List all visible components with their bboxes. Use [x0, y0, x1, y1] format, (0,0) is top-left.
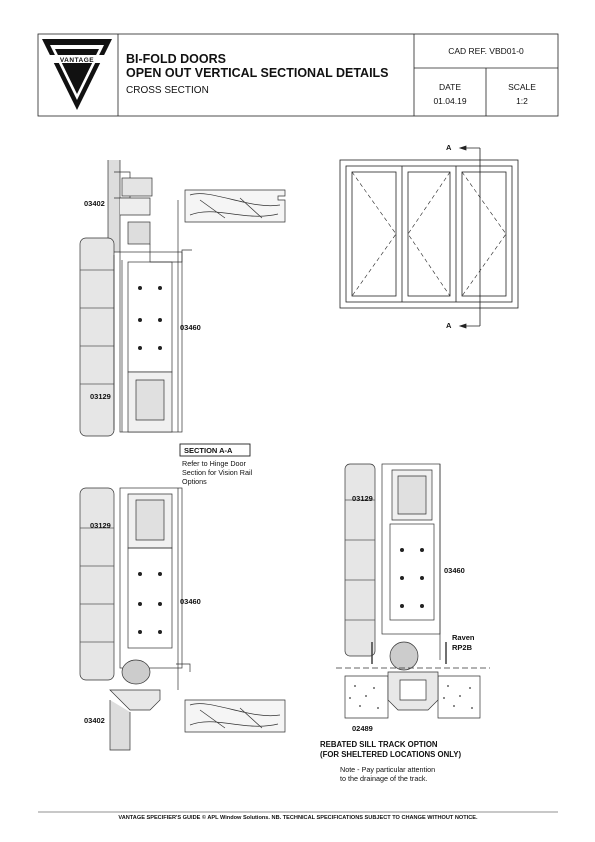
title-line2: OPEN OUT VERTICAL SECTIONAL DETAILS	[126, 66, 389, 80]
footer-text: VANTAGE SPECIFIER'S GUIDE © APL Window Solutions. NB. TECHNICAL SPECIFICATIONS SUBJECT TO CHANGE WITHOUT NOTICE.	[118, 815, 478, 821]
title-line3: CROSS SECTION	[126, 85, 209, 96]
title-line1: BI-FOLD DOORS	[126, 52, 226, 66]
section-heading: SECTION A-A	[184, 446, 233, 455]
sill-option-line2: (FOR SHELTERED LOCATIONS ONLY)	[320, 750, 462, 759]
section-note-line1: Refer to Hinge Door	[182, 459, 246, 468]
sill-note-line1: Note - Pay particular attention	[340, 765, 436, 774]
scale-label: SCALE	[508, 82, 536, 92]
raven-label-line2: RP2B	[452, 643, 473, 652]
cad-ref: CAD REF. VBD01-0	[448, 46, 524, 56]
part-label-top-03129: 03129	[90, 392, 111, 401]
section-marker-bottom: A	[446, 321, 452, 330]
date-label: DATE	[438, 82, 462, 92]
scale-value: 1:2	[516, 96, 528, 106]
date-value: 01.04.19	[433, 96, 467, 106]
door-elevation	[340, 146, 518, 328]
part-label-right-03460: 03460	[444, 566, 465, 575]
part-label-bottom-03402: 03402	[84, 716, 105, 725]
sill-note-line2: to the drainage of the track.	[340, 774, 428, 783]
part-label-bottom-03460: 03460	[180, 597, 201, 606]
part-label-right-03129: 03129	[352, 494, 373, 503]
part-label-top-03402: 03402	[84, 199, 105, 208]
section-note-line3: Options	[182, 477, 207, 486]
sill-option-line1: REBATED SILL TRACK OPTION	[320, 740, 438, 749]
section-marker-top: A	[446, 143, 452, 152]
part-label-right-02489: 02489	[352, 724, 373, 733]
part-label-top-03460: 03460	[180, 323, 201, 332]
logo-text: VANTAGE	[59, 57, 95, 64]
raven-label-line1: Raven	[452, 633, 475, 642]
section-note-line2: Section for Vision Rail	[182, 468, 253, 477]
vantage-logo	[42, 39, 112, 110]
part-label-bottom-03129: 03129	[90, 521, 111, 530]
